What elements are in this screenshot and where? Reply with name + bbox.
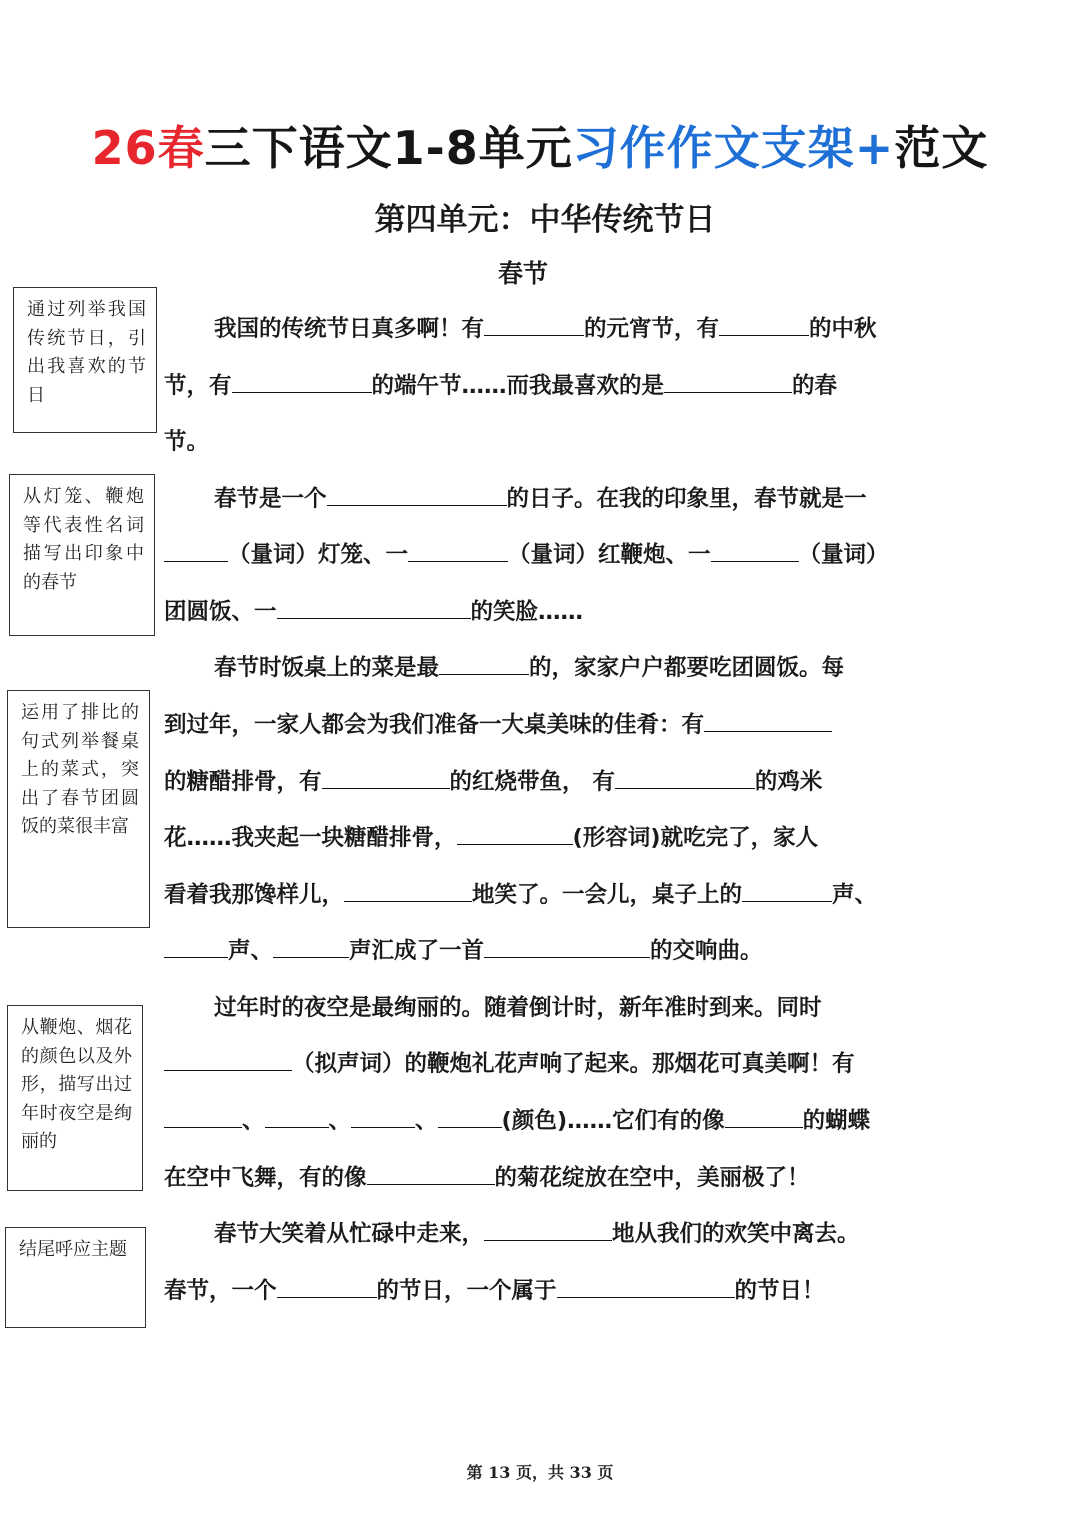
essay-line: 的糖醋排骨，有 的红烧带鱼， 有 的鸡米 — [164, 766, 822, 798]
essay-line: 团圆饭、一 的笑脸…… — [164, 596, 583, 628]
fill-blank[interactable] — [557, 1275, 735, 1298]
essay-line: 春节时饭桌上的菜是最 的，家家户户都要吃团圆饭。每 — [164, 652, 844, 684]
title-red-part: 26春 — [91, 121, 205, 175]
fill-blank[interactable] — [164, 1105, 242, 1128]
fill-blank[interactable] — [664, 370, 792, 393]
fill-blank[interactable] — [327, 483, 507, 506]
fill-blank[interactable] — [232, 370, 372, 393]
essay-line: 节，有 的端午节……而我最喜欢的是 的春 — [164, 370, 837, 402]
fill-blank[interactable] — [322, 766, 450, 789]
margin-note-2: 从灯笼、鞭炮等代表性名词描写出印象中的春节 — [9, 474, 155, 636]
fill-blank[interactable] — [367, 1162, 495, 1185]
margin-note-5: 结尾呼应主题 — [5, 1227, 146, 1328]
fill-blank[interactable] — [439, 652, 529, 675]
essay-line: 过年时的夜空是最绚丽的。随着倒计时，新年准时到来。同时 — [214, 995, 822, 1021]
essay-line: 节。 — [164, 429, 210, 455]
essay-line: 春节是一个 的日子。在我的印象里，春节就是一 — [164, 483, 867, 515]
fill-blank[interactable] — [164, 1048, 292, 1071]
essay-line: （量词）灯笼、一 （量词）红鞭炮、一 （量词） — [164, 539, 889, 571]
fill-blank[interactable] — [615, 766, 755, 789]
fill-blank[interactable] — [725, 1105, 803, 1128]
fill-blank[interactable] — [273, 935, 349, 958]
essay-line: 我国的传统节日真多啊！有 的元宵节，有 的中秋 — [164, 313, 877, 345]
fill-blank[interactable] — [408, 539, 508, 562]
fill-blank[interactable] — [277, 1275, 377, 1298]
fill-blank[interactable] — [164, 539, 228, 562]
fill-blank[interactable] — [351, 1105, 415, 1128]
essay-line: 花……我夹起一块糖醋排骨， (形容词)就吃完了，家人 — [164, 822, 818, 854]
fill-blank[interactable] — [484, 1218, 612, 1241]
document-title — [0, 112, 1080, 178]
fill-blank[interactable] — [265, 1105, 329, 1128]
fill-blank[interactable] — [742, 879, 832, 902]
margin-note-4: 从鞭炮、烟花的颜色以及外形，描写出过年时夜空是绚丽的 — [7, 1005, 143, 1191]
margin-note-3: 运用了排比的句式列举餐桌上的菜式，突出了春节团圆饭的菜很丰富 — [7, 690, 150, 928]
essay-line: 声、 声汇成了一首 的交响曲。 — [164, 935, 763, 967]
fill-blank[interactable] — [457, 822, 573, 845]
margin-note-1: 通过列举我国传统节日，引出我喜欢的节日 — [13, 287, 157, 433]
fill-blank[interactable] — [344, 879, 472, 902]
fill-blank[interactable] — [277, 596, 471, 619]
fill-blank[interactable] — [711, 539, 799, 562]
fill-blank[interactable] — [484, 313, 584, 336]
essay-line: 春节大笑着从忙碌中走来， 地从我们的欢笑中离去。 — [164, 1218, 860, 1250]
essay-line: （拟声词）的鞭炮礼花声响了起来。那烟花可真美啊！有 — [164, 1048, 855, 1080]
essay-line: 看着我那馋样儿， 地笑了。一会儿，桌子上的 声、 — [164, 879, 877, 911]
fill-blank[interactable] — [484, 935, 650, 958]
fill-blank[interactable] — [704, 709, 832, 732]
essay-line: 、 、 、 (颜色)……它们有的像 的蝴蝶 — [164, 1105, 870, 1137]
fill-blank[interactable] — [164, 935, 228, 958]
title-blue-part: 习作作文支架+ — [572, 121, 895, 175]
unit-title: 第四单元：中华传统节日 — [374, 202, 716, 238]
fill-blank[interactable] — [438, 1105, 502, 1128]
title-dark-part-2: 范文 — [894, 121, 989, 175]
essay-line: 春节，一个 的节日，一个属于 的节日！ — [164, 1275, 825, 1307]
title-dark-part: 三下语文1-8单元 — [204, 121, 573, 175]
essay-line: 到过年，一家人都会为我们准备一大桌美味的佳肴：有 — [164, 709, 832, 741]
essay-title: 春节 — [497, 259, 548, 288]
essay-line: 在空中飞舞，有的像 的菊花绽放在空中，美丽极了！ — [164, 1162, 810, 1194]
fill-blank[interactable] — [719, 313, 809, 336]
page-number: 第 13 页，共 33 页 — [466, 1463, 614, 1482]
